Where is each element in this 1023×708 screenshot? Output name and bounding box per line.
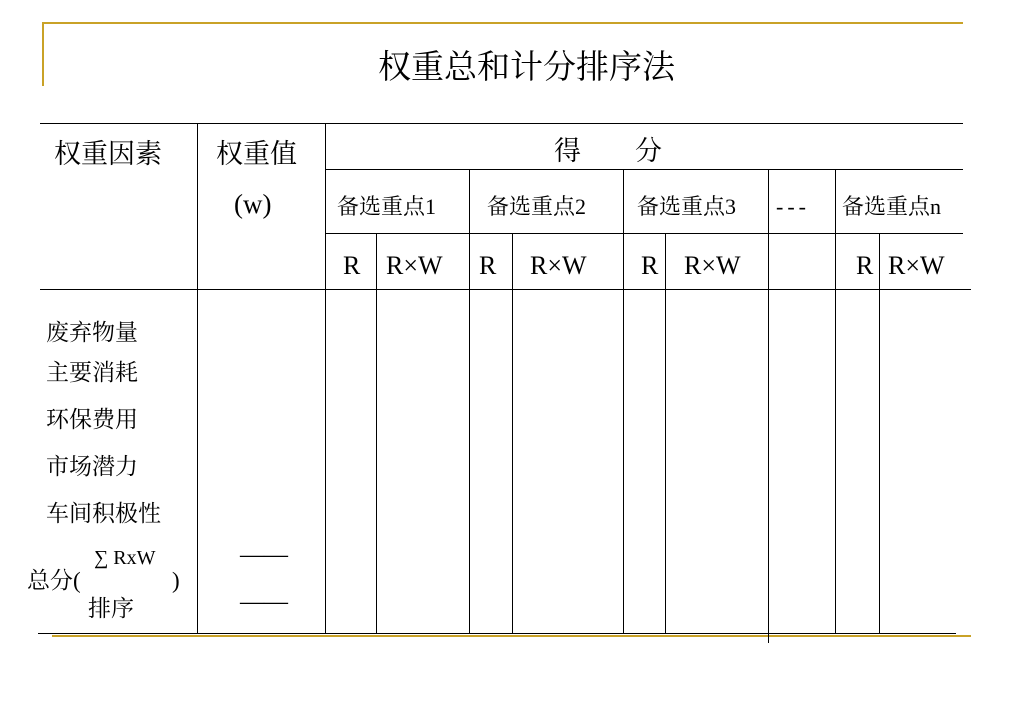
alternative-3-header: 备选重点3 — [637, 194, 737, 219]
factor-consumption: 主要消耗 — [46, 360, 138, 385]
alternative-n-header: 备选重点n — [842, 194, 942, 219]
alt3-r-header: R — [641, 251, 659, 280]
alternatives-header-divider — [325, 233, 963, 234]
weight-score-divider — [325, 123, 326, 634]
alt2-alt3-divider — [623, 169, 624, 634]
alternative-ellipsis-header: --- — [776, 194, 810, 219]
alternative-2-header: 备选重点2 — [487, 194, 587, 219]
ellipsis-altn-divider — [835, 169, 836, 634]
factor-env-cost: 环保费用 — [46, 407, 138, 432]
score-header: 得 分 — [554, 136, 662, 166]
page-title: 权重总和计分排序法 — [378, 50, 675, 86]
factor-market: 市场潜力 — [46, 454, 138, 479]
alt3-ellipsis-divider — [768, 169, 769, 643]
altn-r-header: R — [856, 251, 874, 280]
alt1-alt2-divider — [469, 169, 470, 634]
left-accent-line — [42, 22, 44, 86]
altn-rw-header: R×W — [888, 251, 945, 280]
alt2-rw-header: R×W — [530, 251, 587, 280]
alt2-r-header: R — [479, 251, 497, 280]
alt2-r-rw-divider — [512, 233, 513, 634]
alt1-rw-header: R×W — [386, 251, 443, 280]
score-header-divider — [325, 169, 963, 170]
factor-waste: 废弃物量 — [46, 320, 138, 345]
table-bottom-border — [38, 633, 956, 634]
total-label-close: ) — [172, 568, 180, 593]
alt1-r-rw-divider — [376, 233, 377, 634]
table-top-border — [40, 123, 963, 124]
altn-r-rw-divider — [879, 233, 880, 634]
bottom-accent-line — [52, 635, 971, 637]
weight-unit: (w) — [234, 189, 272, 219]
total-weight-dash: —— — [240, 542, 288, 568]
total-formula: ∑ RxW — [94, 547, 156, 569]
top-accent-line — [42, 22, 963, 24]
factor-header: 权重因素 — [54, 139, 162, 169]
header-bottom-border — [40, 289, 971, 290]
weight-header: 权重值 — [216, 139, 297, 169]
alt3-r-rw-divider — [665, 233, 666, 634]
alt1-r-header: R — [343, 251, 361, 280]
factor-weight-divider — [197, 123, 198, 634]
rank-weight-dash: —— — [240, 589, 288, 615]
factor-workshop: 车间积极性 — [46, 501, 161, 526]
rank-label: 排序 — [88, 596, 134, 621]
alternative-1-header: 备选重点1 — [337, 194, 437, 219]
total-label: 总分( — [27, 568, 81, 593]
alt3-rw-header: R×W — [684, 251, 741, 280]
